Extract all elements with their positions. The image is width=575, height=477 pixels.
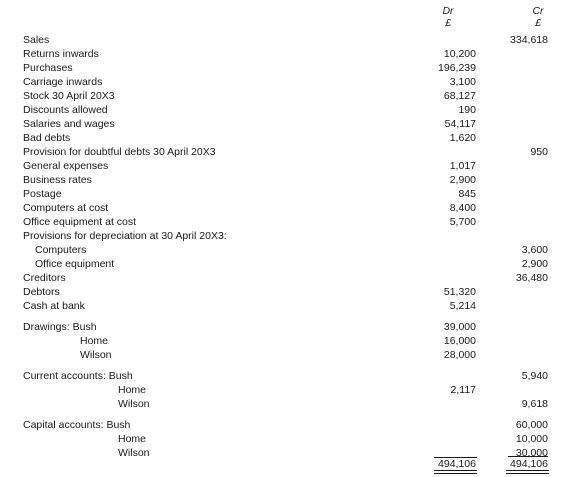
row-cr-value: 9,618 bbox=[521, 398, 548, 410]
row-cr-value: 3,600 bbox=[521, 244, 548, 256]
row-dr-value: 51,320 bbox=[443, 286, 476, 298]
table-row bbox=[0, 285, 575, 299]
row-dr-value: 16,000 bbox=[443, 335, 476, 347]
table-row bbox=[0, 397, 575, 411]
row-label: Provisions for depreciation at 30 April 20X3: bbox=[23, 230, 227, 242]
row-dr-value: 3,100 bbox=[449, 76, 476, 88]
table-row bbox=[0, 33, 575, 47]
row-dr-value: 2,117 bbox=[450, 384, 476, 396]
row-label: Stock 30 April 20X3 bbox=[23, 90, 115, 102]
table-row bbox=[0, 229, 575, 243]
dr-currency: £ bbox=[445, 17, 451, 29]
table-row bbox=[0, 117, 575, 131]
row-label: Home bbox=[118, 384, 147, 396]
row-dr-value: 1,017 bbox=[449, 160, 476, 172]
dr-total-double-rule bbox=[434, 470, 477, 474]
row-dr-value: 190 bbox=[458, 104, 476, 116]
table-row bbox=[0, 432, 575, 446]
row-label: Office equipment bbox=[35, 258, 115, 270]
table-row bbox=[0, 215, 575, 229]
cr-label: Cr bbox=[532, 5, 544, 17]
totals-row bbox=[0, 457, 575, 471]
row-cr-value: 30,000 bbox=[515, 447, 548, 459]
cr-total-double-rule bbox=[506, 470, 549, 474]
row-label: Provision for doubtful debts 30 April 20X3 bbox=[23, 146, 216, 158]
row-label: Current accounts: Bush bbox=[23, 370, 133, 382]
row-label: Bad debts bbox=[23, 132, 71, 144]
dr-label: Dr bbox=[442, 5, 454, 17]
row-label: Wilson bbox=[80, 349, 112, 361]
row-cr-value: 36,480 bbox=[515, 272, 548, 284]
row-label: Discounts allowed bbox=[23, 104, 108, 116]
row-label: Wilson bbox=[118, 447, 150, 459]
row-dr-value: 54,117 bbox=[444, 118, 476, 130]
row-cr-value: 10,000 bbox=[515, 433, 548, 445]
row-cr-value: 5,940 bbox=[521, 370, 548, 382]
row-label: Debtors bbox=[23, 286, 60, 298]
row-dr-value: 2,900 bbox=[449, 174, 476, 186]
row-dr-value: 10,200 bbox=[443, 48, 476, 60]
row-cr-value: 950 bbox=[530, 146, 548, 158]
row-dr-value: 39,000 bbox=[443, 321, 476, 333]
table-row bbox=[0, 173, 575, 187]
cr-currency: £ bbox=[535, 17, 541, 29]
table-row bbox=[0, 75, 575, 89]
row-label: Creditors bbox=[23, 272, 66, 284]
row-dr-value: 5,700 bbox=[449, 216, 476, 228]
row-label: Computers bbox=[35, 244, 87, 256]
row-dr-value: 196,239 bbox=[438, 62, 476, 74]
table-row bbox=[0, 145, 575, 159]
row-label: Drawings: Bush bbox=[23, 321, 97, 333]
row-label: Home bbox=[80, 335, 109, 347]
table-row bbox=[0, 47, 575, 61]
row-dr-value: 28,000 bbox=[443, 349, 476, 361]
row-label: Salaries and wages bbox=[23, 118, 115, 130]
row-label: Computers at cost bbox=[23, 202, 109, 214]
cr-total: 494,106 bbox=[510, 458, 548, 470]
row-label: Home bbox=[118, 433, 147, 445]
table-row bbox=[0, 271, 575, 285]
table-row bbox=[0, 369, 575, 383]
row-label: Postage bbox=[23, 188, 62, 200]
row-cr-value: 334,618 bbox=[510, 34, 548, 46]
row-label: Cash at bank bbox=[23, 300, 85, 312]
table-row bbox=[0, 89, 575, 103]
table-row bbox=[0, 243, 575, 257]
row-cr-value: 60,000 bbox=[515, 419, 548, 431]
row-label: General expenses bbox=[23, 160, 109, 172]
table-row bbox=[0, 131, 575, 145]
row-dr-value: 5,214 bbox=[449, 300, 476, 312]
table-row bbox=[0, 257, 575, 271]
row-label: Returns inwards bbox=[23, 48, 99, 60]
table-row bbox=[0, 383, 575, 397]
row-dr-value: 8,400 bbox=[449, 202, 476, 214]
table-row bbox=[0, 348, 575, 362]
table-row bbox=[0, 418, 575, 432]
table-row bbox=[0, 103, 575, 117]
table-row bbox=[0, 334, 575, 348]
table-row bbox=[0, 320, 575, 334]
row-label: Purchases bbox=[23, 62, 73, 74]
row-dr-value: 845 bbox=[458, 188, 476, 200]
row-label: Carriage inwards bbox=[23, 76, 103, 88]
row-label: Business rates bbox=[23, 174, 92, 186]
dr-column-header bbox=[418, 5, 478, 29]
table-row bbox=[0, 299, 575, 313]
row-dr-value: 68,127 bbox=[443, 90, 476, 102]
dr-total: 494,106 bbox=[438, 458, 476, 470]
table-row bbox=[0, 61, 575, 75]
row-dr-value: 1,620 bbox=[449, 132, 476, 144]
table-row bbox=[0, 201, 575, 215]
table-row bbox=[0, 159, 575, 173]
table-row bbox=[0, 187, 575, 201]
row-label: Wilson bbox=[118, 398, 150, 410]
row-label: Capital accounts: Bush bbox=[23, 419, 131, 431]
row-label: Office equipment at cost bbox=[23, 216, 137, 228]
row-label: Sales bbox=[23, 34, 50, 46]
row-cr-value: 2,900 bbox=[521, 258, 548, 270]
cr-column-header bbox=[508, 5, 568, 29]
